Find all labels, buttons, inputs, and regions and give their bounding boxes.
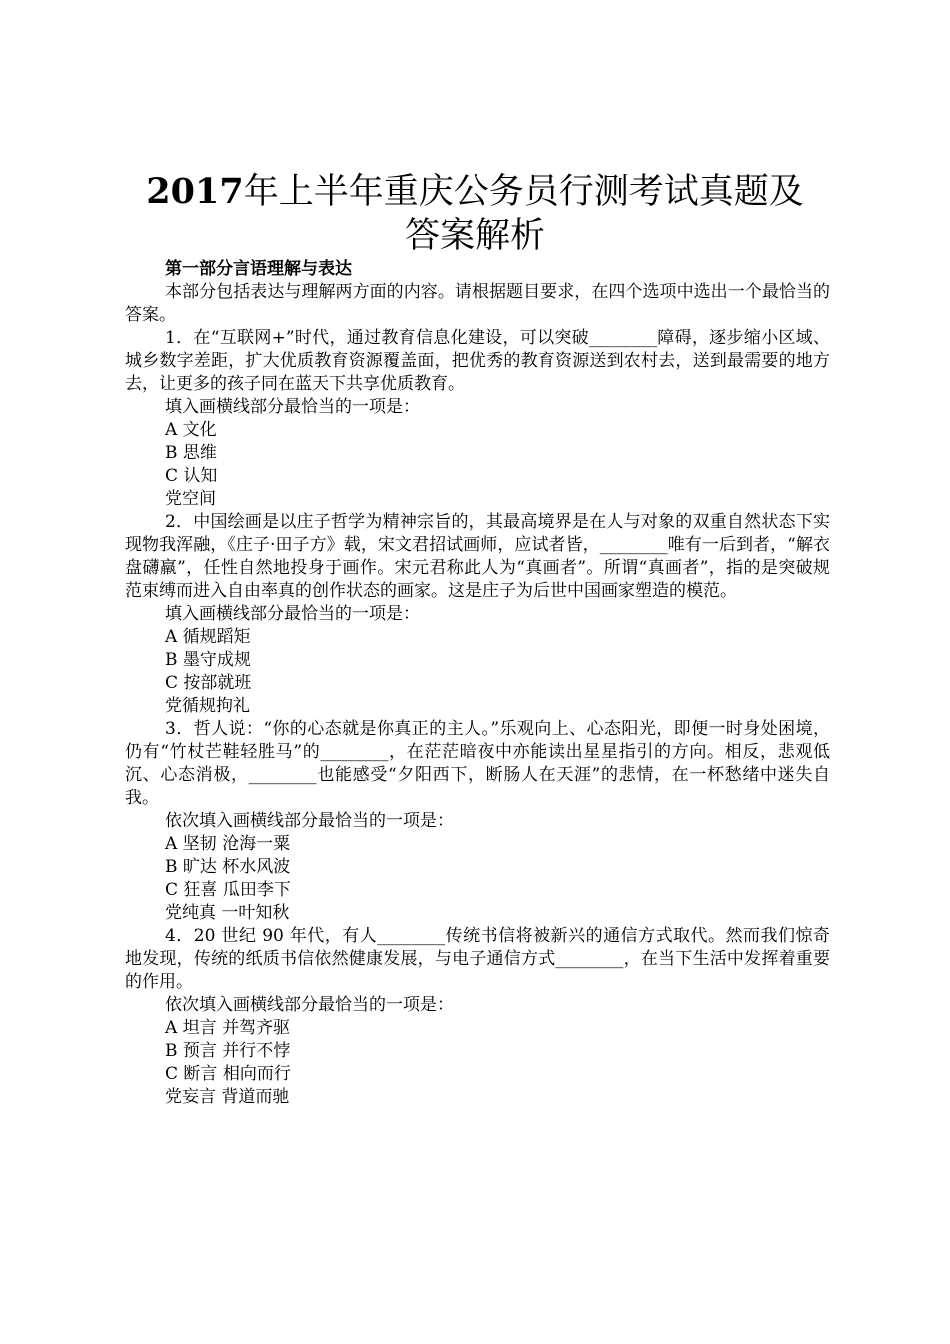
question-stem: 4．20 世纪 90 年代，有人________传统书信将被新兴的通信方式取代。然而我们惊奇地发现，传统的纸质书信依然健康发展，与电子通信方式________，在当下生活中发挥着重要的作用。 — [125, 926, 830, 992]
option-b: B 旷达 杯水风波 — [165, 857, 291, 877]
document-body — [125, 258, 830, 1109]
option-c: C 认知 — [165, 466, 218, 486]
question-stem: 1．在“互联网+”时代，通过教育信息化建设，可以突破________障碍，逐步缩小区域、城乡数字差距，扩大优质教育资源覆盖面，把优秀的教育资源送到农村去，送到最需要的地方去，让更多的孩子同在蓝天下共享优质教育。 — [125, 328, 830, 394]
question-1 — [125, 327, 830, 511]
question-3 — [125, 718, 830, 925]
option-d: 党妄言 背道而驰 — [165, 1087, 290, 1107]
option-b: B 思维 — [165, 443, 217, 463]
section-heading: 第一部分言语理解与表达 — [165, 259, 352, 279]
option-c: C 断言 相向而行 — [165, 1064, 291, 1084]
option-d: 党循规拘礼 — [165, 696, 250, 716]
question-stem: 2．中国绘画是以庄子哲学为精神宗旨的，其最高境界是在人与对象的双重自然状态下实现物我浑融，《庄子·田子方》载，宋文君招试画师，应试者皆，________唯有一后到者，“解衣盘礴羸”，任性自然地投身于画作。宋元君称此人为“真画者”。所谓“真画者”，指的是突破规范束缚而进入自由率真的创作状态的画家。这是庄子为后世中国画家塑造的模范。 — [125, 512, 830, 601]
option-a: A 坦言 并驾齐驱 — [165, 1018, 291, 1038]
option-d: 党纯真 一叶知秋 — [165, 903, 290, 923]
question-prompt: 填入画横线部分最恰当的一项是： — [165, 397, 420, 417]
section-intro: 本部分包括表达与理解两方面的内容。请根据题目要求，在四个选项中选出一个最恰当的答案。 — [125, 282, 830, 325]
option-d: 党空间 — [165, 489, 216, 509]
option-b: B 预言 并行不悖 — [165, 1041, 291, 1061]
question-4 — [125, 925, 830, 1109]
option-a: A 坚韧 沧海一粟 — [165, 834, 291, 854]
question-prompt: 依次填入画横线部分最恰当的一项是： — [165, 811, 454, 831]
question-stem: 3．哲人说：“你的心态就是你真正的主人。”乐观向上、心态阳光，即便一时身处困境，仍有“竹杖芒鞋轻胜马”的________，在茫茫暗夜中亦能读出星星指引的方向。相反，悲观低沉、心态消极，________也能感受“夕阳西下，断肠人在天涯”的悲情，在一杯愁绪中迷失自我。 — [125, 719, 830, 808]
title-text: 年上半年重庆公务员行测考试真题及答案解析 — [243, 172, 804, 256]
title-year: 2017 — [146, 171, 244, 212]
option-b: B 墨守成规 — [165, 650, 251, 670]
option-a: A 文化 — [165, 420, 217, 440]
question-prompt: 依次填入画横线部分最恰当的一项是： — [165, 995, 454, 1015]
question-2 — [125, 511, 830, 718]
document-title — [130, 170, 820, 258]
option-c: C 狂喜 瓜田李下 — [165, 880, 291, 900]
option-c: C 按部就班 — [165, 673, 252, 693]
question-prompt: 填入画横线部分最恰当的一项是： — [165, 604, 420, 624]
option-a: A 循规蹈矩 — [165, 627, 251, 647]
